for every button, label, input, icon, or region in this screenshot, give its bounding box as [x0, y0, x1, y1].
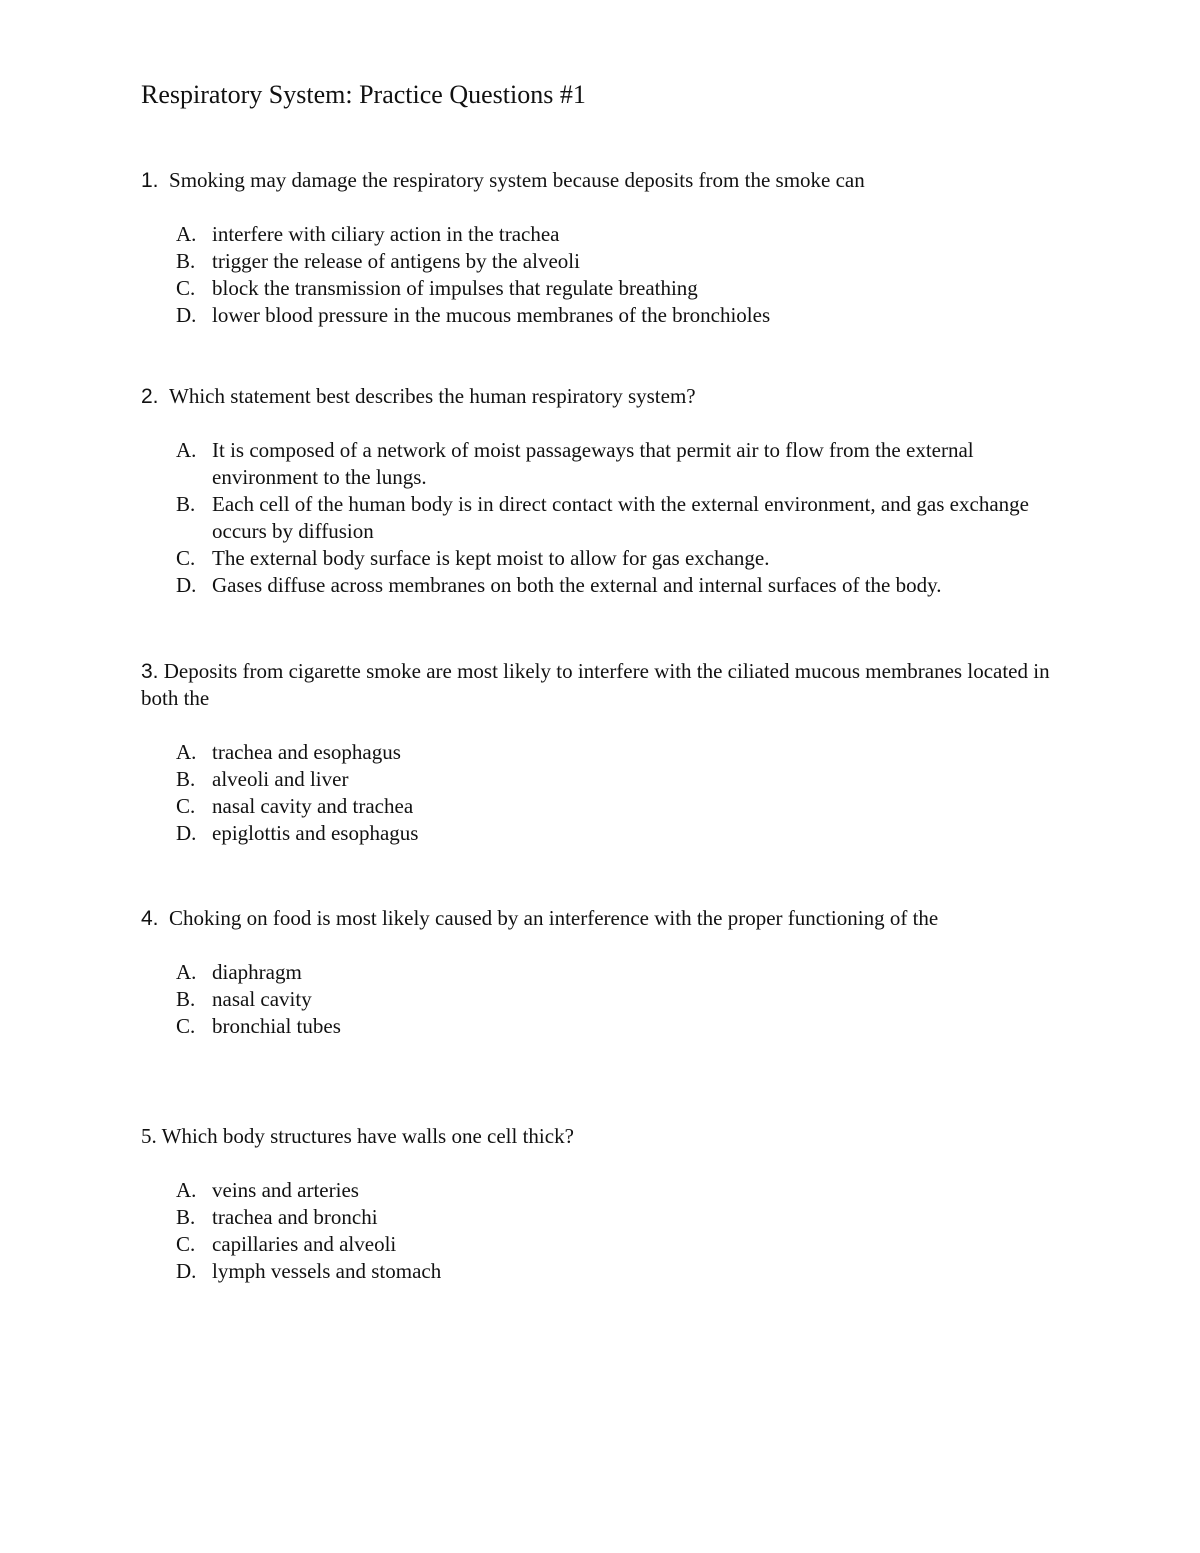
question-number: 3. [141, 660, 159, 683]
question-text: Smoking may damage the respiratory system because deposits from the smoke can [169, 168, 865, 192]
answer-options [176, 437, 1051, 599]
option-text: diaphragm [212, 960, 302, 984]
answer-option-c[interactable] [176, 1013, 1051, 1040]
answer-option-b[interactable] [176, 248, 1051, 275]
option-text: nasal cavity and trachea [212, 794, 414, 818]
answer-option-b[interactable] [176, 986, 1051, 1013]
option-letter: D. [176, 821, 197, 845]
answer-option-d[interactable] [176, 820, 1051, 847]
question-stem [141, 383, 1051, 410]
answer-option-c[interactable] [176, 1231, 1051, 1258]
option-text: trachea and bronchi [212, 1205, 378, 1229]
question-stem [141, 905, 1051, 932]
answer-options [176, 1177, 1051, 1285]
question-text: Which statement best describes the human respiratory system? [169, 384, 696, 408]
option-letter: C. [176, 1232, 196, 1256]
option-letter: B. [176, 987, 196, 1011]
answer-option-c[interactable] [176, 793, 1051, 820]
answer-option-a[interactable] [176, 959, 1051, 986]
answer-options [176, 739, 1051, 847]
option-text: capillaries and alveoli [212, 1232, 397, 1256]
option-text: It is composed of a network of moist passageways that permit air to flow from the external environment to the lungs. [212, 438, 974, 489]
option-text: bronchial tubes [212, 1014, 341, 1038]
option-letter: B. [176, 492, 196, 516]
option-text: Gases diffuse across membranes on both the external and internal surfaces of the body. [212, 573, 942, 597]
answer-option-a[interactable] [176, 739, 1051, 766]
answer-option-d[interactable] [176, 302, 1051, 329]
answer-option-d[interactable] [176, 1258, 1051, 1285]
option-letter: D. [176, 303, 197, 327]
question-1 [141, 167, 1051, 329]
answer-option-a[interactable] [176, 437, 1051, 491]
option-text: veins and arteries [212, 1178, 359, 1202]
answer-option-b[interactable] [176, 1204, 1051, 1231]
question-text: Choking on food is most likely caused by an interference with the proper functioning of the [169, 906, 939, 930]
option-text: trigger the release of antigens by the alveoli [212, 249, 580, 273]
option-text: nasal cavity [212, 987, 312, 1011]
option-text: interfere with ciliary action in the trachea [212, 222, 560, 246]
question-number: 1. [141, 169, 159, 192]
answer-option-c[interactable] [176, 545, 1051, 572]
question-number: 4. [141, 907, 159, 930]
option-letter: A. [176, 438, 197, 462]
option-letter: A. [176, 222, 197, 246]
question-2 [141, 383, 1051, 599]
question-3 [141, 658, 1051, 847]
option-letter: C. [176, 546, 196, 570]
option-text: Each cell of the human body is in direct contact with the external environment, and gas exchange occurs by diffusion [212, 492, 1029, 543]
answer-options [176, 221, 1051, 329]
question-text: Which body structures have walls one cell thick? [161, 1124, 574, 1148]
question-text: Deposits from cigarette smoke are most likely to interfere with the ciliated mucous membranes located in both the [141, 659, 1050, 710]
question-4 [141, 905, 1051, 1040]
question-stem [141, 167, 1051, 194]
option-text: lymph vessels and stomach [212, 1259, 442, 1283]
question-stem [141, 658, 1051, 712]
option-letter: C. [176, 276, 196, 300]
option-text: epiglottis and esophagus [212, 821, 419, 845]
option-letter: C. [176, 794, 196, 818]
question-stem [141, 1123, 1051, 1150]
option-letter: D. [176, 573, 197, 597]
answer-option-d[interactable] [176, 572, 1051, 599]
option-letter: B. [176, 767, 196, 791]
option-text: lower blood pressure in the mucous membranes of the bronchioles [212, 303, 771, 327]
option-text: The external body surface is kept moist to allow for gas exchange. [212, 546, 770, 570]
answer-option-a[interactable] [176, 1177, 1051, 1204]
answer-option-b[interactable] [176, 491, 1051, 545]
option-letter: B. [176, 249, 196, 273]
question-number: 5. [141, 1124, 157, 1148]
option-letter: B. [176, 1205, 196, 1229]
answer-option-b[interactable] [176, 766, 1051, 793]
option-letter: C. [176, 1014, 196, 1038]
answer-option-c[interactable] [176, 275, 1051, 302]
option-letter: A. [176, 740, 197, 764]
option-letter: A. [176, 1178, 197, 1202]
option-text: trachea and esophagus [212, 740, 401, 764]
answer-option-a[interactable] [176, 221, 1051, 248]
page-title: Respiratory System: Practice Questions #1 [141, 80, 586, 109]
option-text: block the transmission of impulses that regulate breathing [212, 276, 698, 300]
answer-options [176, 959, 1051, 1040]
option-letter: D. [176, 1259, 197, 1283]
option-text: alveoli and liver [212, 767, 349, 791]
question-5 [141, 1123, 1051, 1285]
question-number: 2. [141, 385, 159, 408]
option-letter: A. [176, 960, 197, 984]
